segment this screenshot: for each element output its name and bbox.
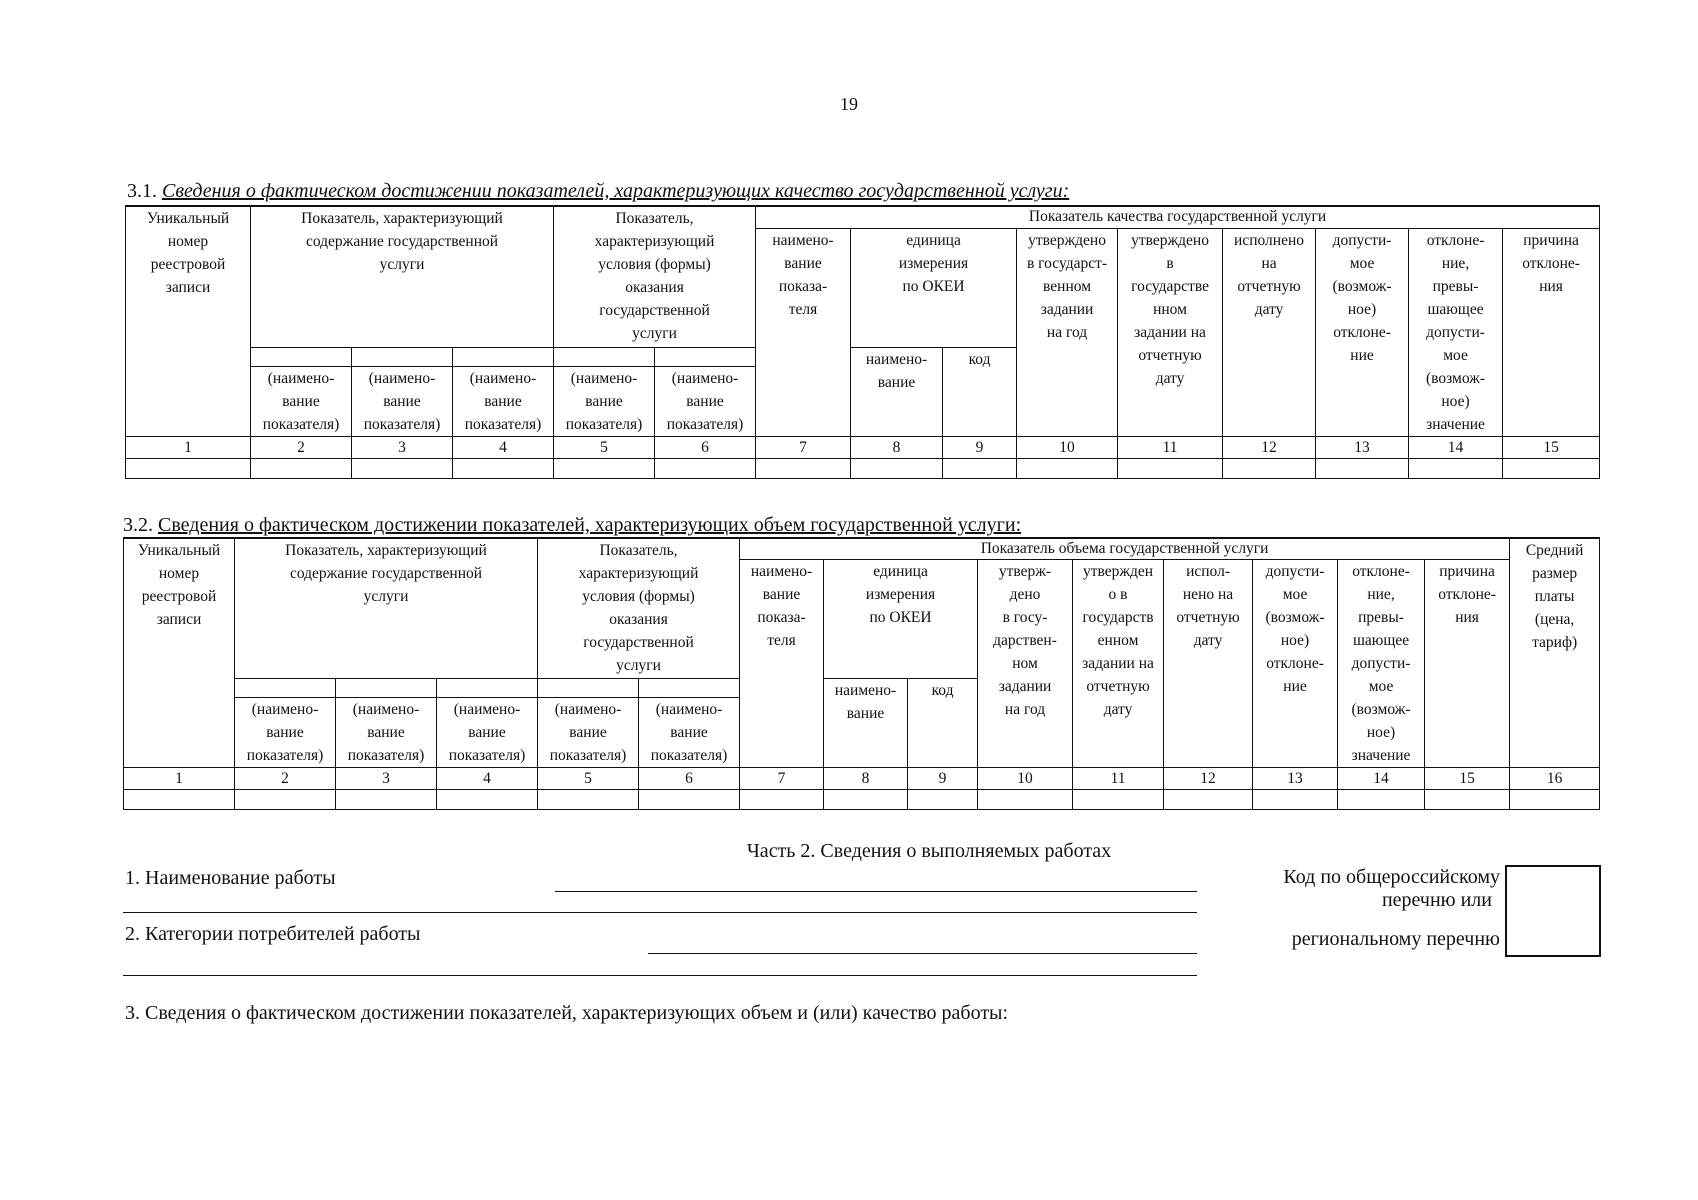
quality-indicators-table <box>125 205 1600 479</box>
header-text: шающее <box>1427 300 1484 318</box>
header-text: вание <box>585 392 623 410</box>
table-cell[interactable] <box>1223 458 1316 478</box>
header-text: значение <box>1351 747 1411 764</box>
col-allowed-deviation <box>1253 560 1338 768</box>
work-name-field[interactable] <box>555 891 1197 892</box>
sub-indicator-name <box>437 698 538 768</box>
header-text: показателя) <box>448 747 526 764</box>
header-text: записи <box>156 611 202 628</box>
header-text: ния <box>1455 609 1479 626</box>
table-cell[interactable] <box>1253 790 1338 810</box>
table-cell[interactable] <box>824 790 908 810</box>
sub-indicator-name <box>352 366 453 436</box>
header-text: мое <box>1349 254 1375 272</box>
header-text: показателя) <box>347 747 425 764</box>
header-text: на год <box>1046 323 1088 341</box>
table-cell[interactable] <box>1409 458 1503 478</box>
col-average-fee <box>1510 538 1600 768</box>
header-text: показателя) <box>549 747 627 764</box>
header-text: венном <box>1043 277 1092 295</box>
header-text: на год <box>1004 701 1046 718</box>
header-text: допусти- <box>1332 231 1392 249</box>
header-text: измерения <box>898 254 969 272</box>
table-cell[interactable] <box>1503 458 1600 478</box>
header-text: показа- <box>757 609 806 626</box>
table-cell[interactable] <box>235 790 336 810</box>
sub-indicator-name <box>538 698 639 768</box>
table-cell[interactable] <box>655 458 756 478</box>
header-text: утверждено <box>1131 231 1209 249</box>
header-text: записи <box>165 279 211 296</box>
header-text: теля <box>788 300 818 318</box>
consumer-categories-field[interactable] <box>648 953 1197 954</box>
header-text: государственной <box>583 634 694 651</box>
header-text: (наимено- <box>352 701 420 718</box>
header-text: платы <box>1534 588 1575 605</box>
header-text: дено <box>1009 586 1041 603</box>
header-text: вание <box>266 724 304 741</box>
column-number: 10 <box>1017 436 1118 458</box>
column-number: 2 <box>251 436 352 458</box>
header-text: ние <box>1350 346 1374 364</box>
header-text: (возмож- <box>1332 277 1392 295</box>
col-content-indicator <box>235 538 538 679</box>
header-text: отклоне- <box>1426 231 1485 249</box>
header-text: номер <box>167 233 209 250</box>
header-text: значение <box>1426 415 1485 433</box>
table-cell[interactable] <box>1510 790 1600 810</box>
sub-blank <box>655 347 756 366</box>
registry-code-box[interactable] <box>1505 865 1601 957</box>
header-text: государстве <box>1131 277 1209 295</box>
header-text: нено на <box>1182 586 1234 603</box>
sub-blank <box>336 679 437 698</box>
column-number: 11 <box>1073 768 1164 790</box>
header-text: характеризующий <box>594 233 715 250</box>
table-cell[interactable] <box>336 790 437 810</box>
col-conditions-indicator <box>554 206 756 347</box>
header-text: услуги <box>616 657 661 674</box>
header-text: показателя) <box>363 415 441 433</box>
header-text: в госу- <box>1002 609 1048 626</box>
table-cell[interactable] <box>251 458 352 478</box>
header-text: тариф) <box>1532 634 1578 651</box>
sub-blank <box>437 679 538 698</box>
header-text: вание <box>762 586 801 603</box>
sub-indicator-name <box>336 698 437 768</box>
table-cell[interactable] <box>124 790 235 810</box>
header-text: енном <box>1097 632 1139 649</box>
header-text: Показатель, <box>615 210 694 227</box>
column-number: 3 <box>352 436 453 458</box>
column-number: 5 <box>538 768 639 790</box>
table-cell[interactable] <box>908 790 978 810</box>
header-text: причина <box>1439 563 1495 580</box>
header-text: (наимено- <box>453 701 521 718</box>
table-cell[interactable] <box>1338 790 1425 810</box>
column-number: 1 <box>124 768 235 790</box>
section-3-1-heading <box>127 180 1069 202</box>
header-text: Уникальный <box>146 210 230 227</box>
header-text: отчетную <box>1086 678 1150 695</box>
header-text: показателя) <box>262 415 340 433</box>
column-number: 3 <box>336 768 437 790</box>
column-number: 8 <box>851 436 943 458</box>
header-text: дарствен- <box>993 632 1057 649</box>
sub-indicator-name <box>235 698 336 768</box>
section-3-work-label: 3. Сведения о фактическом достижении показателей, характеризующих объем и (или) качество работы: <box>125 1002 1009 1024</box>
header-text: показателя) <box>246 747 324 764</box>
header-text: задании <box>998 678 1052 695</box>
table-cell[interactable] <box>1425 790 1510 810</box>
header-text: дату <box>1155 369 1185 387</box>
col-approved-date <box>1118 228 1223 436</box>
table-cell[interactable] <box>740 790 824 810</box>
consumer-categories-field-line2[interactable] <box>123 975 1197 976</box>
table-cell[interactable] <box>554 458 655 478</box>
header-text: Показатель, характеризующий <box>301 210 503 227</box>
header-text: показателя) <box>565 415 643 433</box>
header-text: реестровой <box>141 588 217 605</box>
registry-code-label-line: Код по общероссийскому <box>1283 866 1500 888</box>
header-text: ном <box>1012 655 1038 672</box>
table-cell[interactable] <box>978 790 1073 810</box>
header-text: (возмож- <box>1265 609 1325 626</box>
column-number: 4 <box>437 768 538 790</box>
header-text: ное) <box>1441 392 1470 410</box>
header-text: оказания <box>625 279 684 296</box>
sub-indicator-name <box>251 366 352 436</box>
header-text: ное) <box>1366 724 1396 741</box>
col-unique-number <box>126 206 251 436</box>
registry-code-label <box>1283 866 1500 912</box>
header-text: наимено- <box>772 231 834 249</box>
sub-indicator-name <box>453 366 554 436</box>
header-text: номер <box>158 565 200 582</box>
header-text: вание <box>846 705 885 722</box>
header-text: (наимено- <box>368 369 436 387</box>
column-number: 12 <box>1164 768 1253 790</box>
header-text: допусти- <box>1351 655 1411 672</box>
header-text: размер <box>1532 565 1578 582</box>
header-text: государств <box>1082 609 1154 626</box>
header-text: (наимено- <box>267 369 335 387</box>
header-text: показателя) <box>666 415 744 433</box>
header-text: отклоне- <box>1522 254 1580 272</box>
header-text: Показатель, характеризующий <box>285 542 487 559</box>
header-text: Средний <box>1525 542 1584 559</box>
col-indicator-name <box>740 560 824 768</box>
sub-blank <box>639 679 740 698</box>
col-quality-group: Показатель качества государственной услуги <box>756 206 1600 228</box>
part-2-title: Часть 2. Сведения о выполняемых работах <box>746 840 1112 862</box>
col-unit-code: код <box>908 679 978 768</box>
table-cell[interactable] <box>437 790 538 810</box>
header-text: (цена, <box>1534 611 1575 628</box>
sub-blank <box>235 679 336 698</box>
col-approved-year <box>978 560 1073 768</box>
header-text: ния <box>1539 277 1563 295</box>
header-text: нном <box>1153 300 1187 318</box>
header-text: наимено- <box>865 350 928 368</box>
table-cell[interactable] <box>1073 790 1164 810</box>
header-text: (возмож- <box>1351 701 1411 718</box>
header-text: (наимено- <box>554 701 622 718</box>
header-text: (наимено- <box>251 701 319 718</box>
table-cell[interactable] <box>538 790 639 810</box>
header-text: ние <box>1283 678 1307 695</box>
header-text: Показатель, <box>599 542 678 559</box>
volume-indicators-table <box>123 537 1600 810</box>
table-cell[interactable] <box>943 458 1017 478</box>
sub-blank <box>554 347 655 366</box>
header-text: Уникальный <box>137 542 221 559</box>
header-text: единица <box>906 231 961 249</box>
header-text: допусти- <box>1426 323 1485 341</box>
header-text: вание <box>877 373 916 391</box>
header-text: (наимено- <box>570 369 638 387</box>
column-number: 1 <box>126 436 251 458</box>
header-text: утверж- <box>998 563 1052 580</box>
header-text: отклоне- <box>1438 586 1496 603</box>
col-unit-name <box>851 347 943 436</box>
header-text: допусти- <box>1265 563 1325 580</box>
header-text: вание <box>468 724 506 741</box>
header-text: в государст- <box>1026 254 1108 272</box>
header-text: шающее <box>1352 632 1410 649</box>
sub-blank <box>251 347 352 366</box>
header-text: вание <box>569 724 607 741</box>
header-text: испол- <box>1186 563 1230 580</box>
header-text: отклоне- <box>1333 323 1391 341</box>
header-text: утвержден <box>1082 563 1154 580</box>
col-content-indicator <box>251 206 554 347</box>
header-text: вание <box>784 254 822 272</box>
work-name-label: 1. Наименование работы <box>125 867 336 889</box>
header-text: ние, <box>1367 586 1395 603</box>
table-cell[interactable] <box>453 458 554 478</box>
sub-indicator-name <box>655 366 756 436</box>
header-text: причина <box>1523 231 1579 249</box>
header-text: (наимено- <box>469 369 537 387</box>
header-text: мое <box>1282 586 1308 603</box>
header-text: реестровой <box>150 256 226 273</box>
header-text: показа- <box>778 277 828 295</box>
header-text: отчетную <box>1176 609 1240 626</box>
col-unit-code: код <box>943 347 1017 436</box>
col-executed <box>1223 228 1316 436</box>
work-name-field-line2[interactable] <box>123 912 1197 913</box>
header-text: на <box>1261 254 1277 272</box>
header-text: отклоне- <box>1352 563 1410 580</box>
header-text: дату <box>1193 632 1223 649</box>
header-text: услуги <box>363 588 409 605</box>
col-deviation-reason <box>1503 228 1600 436</box>
col-exceeding-deviation <box>1409 228 1503 436</box>
col-indicator-name <box>756 228 851 436</box>
column-number: 7 <box>756 436 851 458</box>
header-text: условия (формы) <box>598 256 711 273</box>
header-text: (наимено- <box>655 701 723 718</box>
header-text: ние, <box>1441 254 1470 272</box>
col-approved-year <box>1017 228 1118 436</box>
column-number: 14 <box>1338 768 1425 790</box>
column-number: 12 <box>1223 436 1316 458</box>
col-unit-name <box>824 679 908 768</box>
header-text: задании <box>1040 300 1094 318</box>
sub-indicator-name <box>639 698 740 768</box>
table-cell[interactable] <box>639 790 740 810</box>
col-executed <box>1164 560 1253 768</box>
column-number: 5 <box>554 436 655 458</box>
header-text: по ОКЕИ <box>869 609 932 626</box>
header-text: дату <box>1254 300 1284 318</box>
consumer-categories-label: 2. Категории потребителей работы <box>125 923 421 945</box>
header-text: мое <box>1368 678 1394 695</box>
section-3-1-number: 3.1. <box>127 180 157 202</box>
column-number: 13 <box>1253 768 1338 790</box>
sub-blank <box>352 347 453 366</box>
table-cell[interactable] <box>756 458 851 478</box>
header-text: о в <box>1108 586 1128 603</box>
col-unit-okei <box>851 228 1017 347</box>
header-text: услуги <box>632 325 677 342</box>
column-number: 8 <box>824 768 908 790</box>
col-exceeding-deviation <box>1338 560 1425 768</box>
column-number: 9 <box>943 436 1017 458</box>
col-allowed-deviation <box>1316 228 1409 436</box>
header-text: содержание государственной <box>289 565 483 582</box>
col-unique-number <box>124 538 235 768</box>
table-cell[interactable] <box>1164 790 1253 810</box>
section-3-2-title: Сведения о фактическом достижении показателей, характеризующих объем государственной услуги: <box>158 514 1022 536</box>
column-number: 9 <box>908 768 978 790</box>
header-text: вание <box>670 724 708 741</box>
header-text: измерения <box>865 586 936 603</box>
header-text: вание <box>383 392 421 410</box>
header-text: услуги <box>379 256 425 273</box>
column-number: 15 <box>1503 436 1600 458</box>
header-text: отчетную <box>1237 277 1301 295</box>
sub-blank <box>538 679 639 698</box>
header-text: вание <box>484 392 522 410</box>
header-text: теля <box>767 632 796 649</box>
header-text: государственной <box>599 302 710 319</box>
column-number: 4 <box>453 436 554 458</box>
header-text: утверждено <box>1028 231 1106 249</box>
header-text: показателя) <box>650 747 728 764</box>
section-3-2-heading <box>123 514 1021 536</box>
column-number: 15 <box>1425 768 1510 790</box>
column-number: 11 <box>1118 436 1223 458</box>
header-text: ное) <box>1280 632 1310 649</box>
col-conditions-indicator <box>538 538 740 679</box>
header-text: показателя) <box>464 415 542 433</box>
section-3-2-number: 3.2. <box>123 514 153 536</box>
section-3-1-title: Сведения о фактическом достижении показателей, характеризующих качество государственной услуги: <box>162 180 1070 202</box>
col-deviation-reason <box>1425 560 1510 768</box>
header-text: превы- <box>1358 609 1404 626</box>
header-text: ное) <box>1347 300 1377 318</box>
header-text: наимено- <box>750 563 813 580</box>
header-text: в <box>1166 254 1174 272</box>
col-volume-group: Показатель объема государственной услуги <box>740 538 1510 560</box>
table-row <box>124 790 1600 810</box>
column-number: 14 <box>1409 436 1503 458</box>
sub-blank <box>453 347 554 366</box>
sub-indicator-name <box>554 366 655 436</box>
header-text: характеризующий <box>578 565 699 582</box>
header-text: отчетную <box>1138 346 1202 364</box>
header-text: задании на <box>1134 323 1206 341</box>
page-number: 19 <box>840 94 858 114</box>
header-text: вание <box>686 392 724 410</box>
header-text: наимено- <box>834 682 897 699</box>
column-number: 2 <box>235 768 336 790</box>
column-number: 16 <box>1510 768 1600 790</box>
header-text: исполнено <box>1234 231 1305 249</box>
header-text: единица <box>873 563 928 580</box>
registry-code-label-line: перечню или <box>1381 889 1492 911</box>
column-number: 6 <box>639 768 740 790</box>
column-number: 10 <box>978 768 1073 790</box>
header-text: по ОКЕИ <box>902 277 965 295</box>
table-cell[interactable] <box>851 458 943 478</box>
header-text: условия (формы) <box>582 588 695 605</box>
header-text: превы- <box>1432 277 1479 295</box>
table-cell[interactable] <box>1017 458 1118 478</box>
header-text: оказания <box>609 611 668 628</box>
header-text: задании на <box>1082 655 1154 672</box>
header-text: (наимено- <box>671 369 739 387</box>
col-approved-date <box>1073 560 1164 768</box>
header-text: (возмож- <box>1425 369 1486 387</box>
header-text: мое <box>1443 346 1468 364</box>
header-text: отклоне- <box>1266 655 1324 672</box>
header-text: вание <box>367 724 405 741</box>
registry-code-label-line: региональному перечню <box>1291 928 1500 950</box>
table-cell[interactable] <box>1118 458 1223 478</box>
header-text: вание <box>282 392 320 410</box>
column-number: 7 <box>740 768 824 790</box>
col-unit-okei <box>824 560 978 679</box>
table-cell[interactable] <box>352 458 453 478</box>
column-number: 13 <box>1316 436 1409 458</box>
header-text: содержание государственной <box>305 233 499 250</box>
table-cell[interactable] <box>126 458 251 478</box>
table-cell[interactable] <box>1316 458 1409 478</box>
column-number: 6 <box>655 436 756 458</box>
header-text: дату <box>1103 701 1133 718</box>
table-row <box>126 458 1600 478</box>
